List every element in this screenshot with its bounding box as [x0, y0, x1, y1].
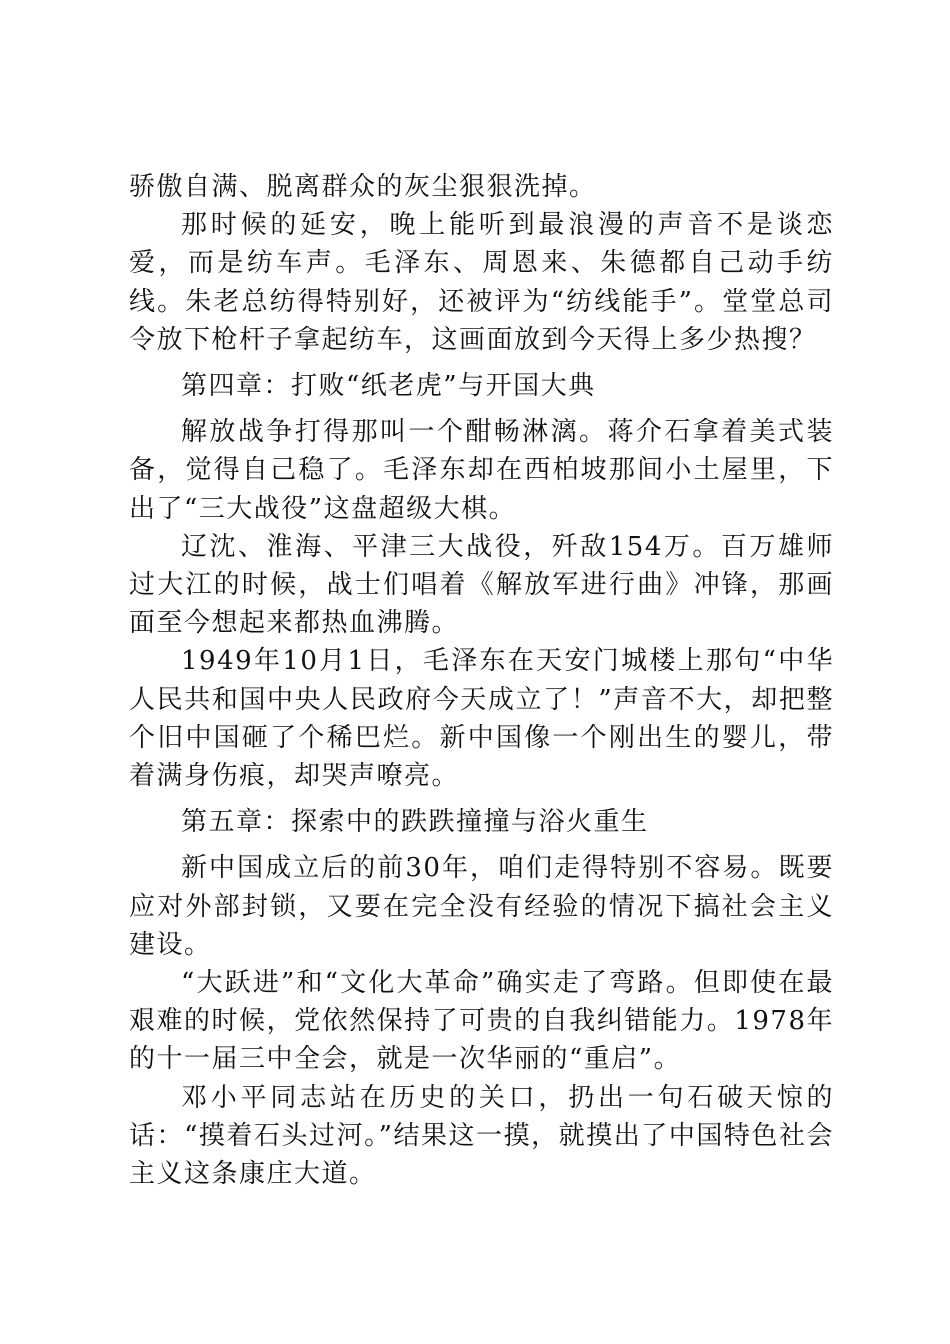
paragraph: 邓小平同志站在历史的关口，扔出一句石破天惊的话：“摸着石头过河。”结果这一摸，就摸出了中国特色社会主义这条康庄大道。 [129, 1082, 834, 1190]
paragraph: “大跃进”和“文化大革命”确实走了弯路。但即使在最艰难的时候，党依然保持了可贵的自我纠错能力。1978年的十一届三中全会，就是一次华丽的“重启”。 [129, 968, 834, 1075]
paragraph: 那时候的延安，晚上能听到最浪漫的声音不是谈恋爱，而是纺车声。毛泽东、周恩来、朱德都自己动手纺线。朱老总纺得特别好，还被评为“纺线能手”。堂堂总司令放下枪杆子拿起纺车，这画面放到今天得上多少热搜？ [129, 210, 834, 355]
paragraph: 新中国成立后的前30年，咱们走得特别不容易。既要应对外部封锁，又要在完全没有经验的情况下搞社会主义建设。 [129, 853, 834, 960]
chapter-heading-4: 第四章：打败“纸老虎”与开国大典 [181, 371, 596, 402]
chapter-heading-5: 第五章：探索中的跌跌撞撞与浴火重生 [181, 807, 649, 838]
document-body [129, 168, 834, 1193]
paragraph: 1949年10月1日，毛泽东在天安门城楼上那句“中华人民共和国中央人民政府今天成立了！”声音不大，却把整个旧中国砸了个稀巴烂。新中国像一个刚出生的婴儿，带着满身伤痕，却哭声嘹亮。 [129, 646, 834, 792]
paragraph: 解放战争打得那叫一个酣畅淋漓。蒋介石拿着美式装备，觉得自己稳了。毛泽东却在西柏坡那间小土屋里，下出了“三大战役”这盘超级大棋。 [129, 417, 834, 524]
paragraph: 辽沈、淮海、平津三大战役，歼敌154万。百万雄师过大江的时候，战士们唱着《解放军进行曲》冲锋，那画面至今想起来都热血沸腾。 [129, 531, 834, 639]
paragraph-continuation: 骄傲自满、脱离群众的灰尘狠狠洗掉。 [129, 172, 597, 202]
